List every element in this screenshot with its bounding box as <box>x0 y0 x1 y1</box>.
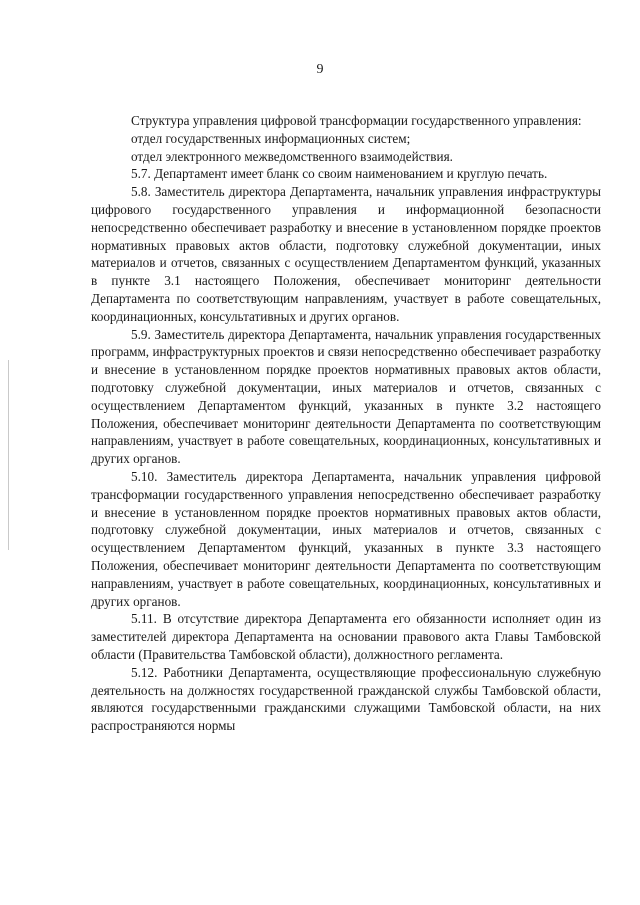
paragraph-structure-heading: Структура управления цифровой трансформации государственного управления: <box>131 113 582 128</box>
paragraph-department-gis: отдел государственных информационных систем; <box>131 130 411 146</box>
page-number: 9 <box>316 62 324 77</box>
paragraph-department-interaction: отдел электронного межведомственного взаимодействия. <box>131 148 453 164</box>
paragraph-5-10: 5.10. Заместитель директора Департамента, начальник управления цифровой трансформации государственного управления непосредственно обеспечивает разработку и внесение в установленном порядке проектов нормативных правовых актов области, подготовку служебной документации, иных материалов и отчетов, связанных с осуществлением Департаментом функций, указанных в пункте 3.3 настоящего Положения, обеспечивает мониторинг деятельности Департамента по соответствующим направлениям, участвует в работе совещательных, координационных, консультативных и других органов. <box>91 468 601 609</box>
document-body <box>91 112 601 735</box>
paragraph-5-12: 5.12. Работники Департамента, осуществляющие профессиональную служебную деятельность на должностях государственной гражданской службы Тамбовской области, являются государственными гражданскими служащими Тамбовской области, на них распространяются нормы <box>91 664 601 734</box>
paragraph-5-8: 5.8. Заместитель директора Департамента, начальник управления инфраструктуры цифрового государственного управления и информационной безопасности непосредственно обеспечивает разработку и внесение в установленном порядке проектов нормативных правовых актов области, подготовку служебной документации, иных материалов и отчетов, связанных с осуществлением Департаментом функций, указанных в пункте 3.1 настоящего Положения, обеспечивает мониторинг деятельности Департамента по соответствующим направлениям, участвует в работе совещательных, координационных, консультативных и других органов. <box>91 184 601 324</box>
paragraph-5-7: 5.7. Департамент имеет бланк со своим наименованием и круглую печать. <box>131 166 548 182</box>
scan-edge-mark <box>8 360 9 550</box>
paragraph-5-9: 5.9. Заместитель директора Департамента, начальник управления государственных программ, инфраструктурных проектов и связи непосредственно обеспечивает разработку и внесение в установленном порядке проектов нормативных правовых актов области, подготовку служебной документации, иных материалов и отчетов, связанных с осуществлением Департаментом функций, указанных в пункте 3.2 настоящего Положения, обеспечивает мониторинг деятельности Департамента по соответствующим направлениям, участвует в работе совещательных, координационных, консультативных и других органов. <box>91 326 601 467</box>
paragraph-5-11: 5.11. В отсутствие директора Департамента его обязанности исполняет один из заместителей директора Департамента на основании правового акта Главы Тамбовской области (Правительства Тамбовской области), должностного регламента. <box>91 611 601 662</box>
